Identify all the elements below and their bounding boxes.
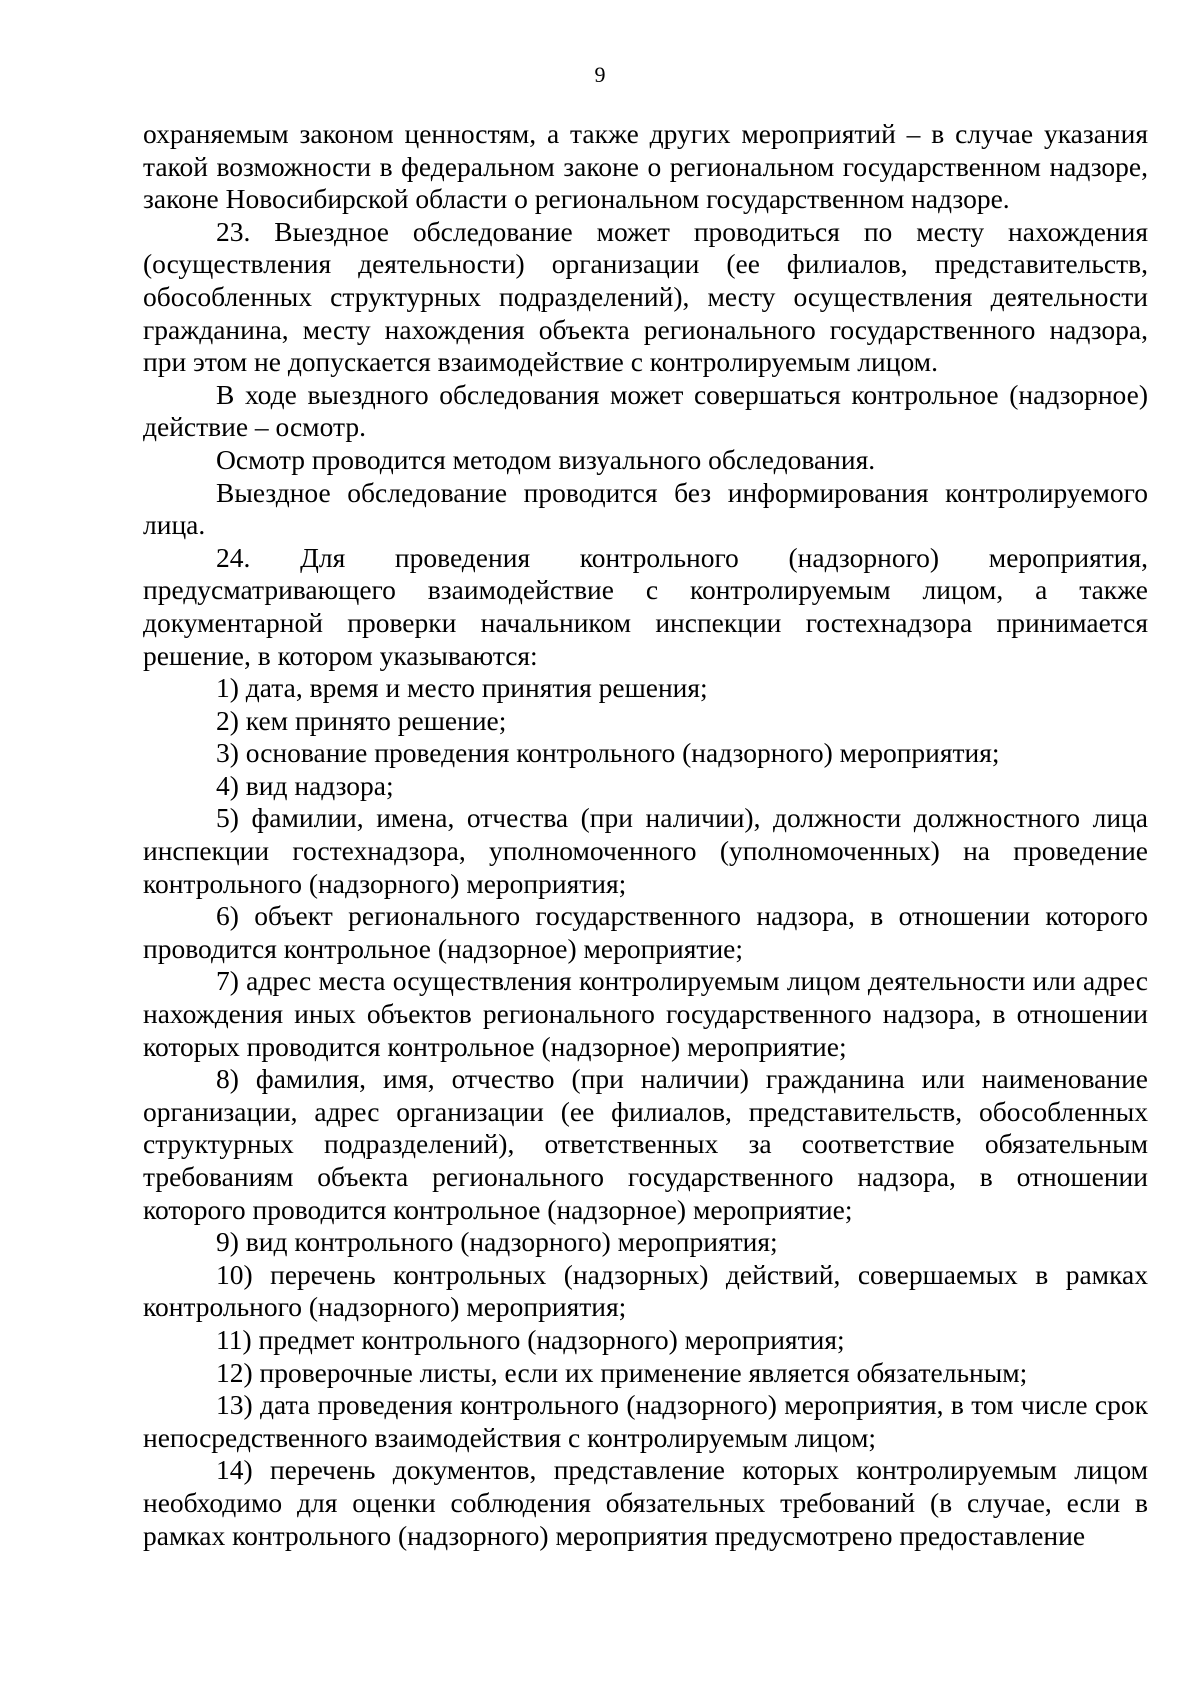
- paragraph: Выездное обследование проводится без информирования контролируемого лица.: [143, 476, 1148, 541]
- paragraph: 23. Выездное обследование может проводиться по месту нахождения (осуществления деятельности) организации (ее филиалов, представительств, обособленных структурных подразделений), месту осуществления деятельности гражданина, месту нахождения объекта регионального государственного надзора, при этом не допускается взаимодействие с контролируемым лицом.: [143, 215, 1148, 378]
- paragraph: В ходе выездного обследования может совершаться контрольное (надзорное) действие – осмотр.: [143, 378, 1148, 443]
- paragraph: охраняемым законом ценностям, а также других мероприятий – в случае указания такой возможности в федеральном законе о региональном государственном надзоре, законе Новосибирской области о региональном государственном надзоре.: [143, 118, 1148, 215]
- paragraph: 1) дата, время и место принятия решения;: [216, 672, 708, 704]
- paragraph: 24. Для проведения контрольного (надзорного) мероприятия, предусматривающего взаимодействие с контролируемым лицом, а также документарной проверки начальником инспекции гостехнадзора принимается решение, в котором указываются:: [143, 541, 1148, 671]
- paragraph: 5) фамилии, имена, отчества (при наличии), должности должностного лица инспекции гостехнадзора, уполномоченного (уполномоченных) на проведение контрольного (надзорного) мероприятия;: [143, 802, 1148, 899]
- paragraph: 14) перечень документов, представление которых контролируемым лицом необходимо для оценки соблюдения обязательных требований (в случае, если в рамках контрольного (надзорного) мероприятия предусмотрено предоставление: [143, 1454, 1148, 1551]
- paragraph: 13) дата проведения контрольного (надзорного) мероприятия, в том числе срок непосредственного взаимодействия с контролируемым лицом;: [143, 1389, 1148, 1453]
- paragraph: 9) вид контрольного (надзорного) мероприятия;: [216, 1226, 778, 1258]
- paragraph: 7) адрес места осуществления контролируемым лицом деятельности или адрес нахождения иных объектов регионального государственного надзора, в отношении которых проводится контрольное (надзорное) мероприятие;: [143, 965, 1148, 1062]
- paragraph: 8) фамилия, имя, отчество (при наличии) гражданина или наименование организации, адрес организации (ее филиалов, представительств, обособленных структурных подразделений), ответственных за соответствие обязательным требованиям объекта регионального государственного надзора, в отношении которого проводится контрольное (надзорное) мероприятие;: [143, 1063, 1148, 1225]
- paragraph: 3) основание проведения контрольного (надзорного) мероприятия;: [216, 737, 1000, 769]
- document-body: [143, 118, 1148, 1552]
- paragraph: 11) предмет контрольного (надзорного) мероприятия;: [216, 1323, 845, 1355]
- paragraph: 10) перечень контрольных (надзорных) действий, совершаемых в рамках контрольного (надзорного) мероприятия;: [143, 1258, 1148, 1323]
- paragraph: 4) вид надзора;: [216, 769, 394, 801]
- page-number: 9: [594, 62, 606, 87]
- paragraph: 2) кем принято решение;: [216, 704, 507, 736]
- paragraph: Осмотр проводится методом визуального обследования.: [216, 443, 876, 475]
- paragraph: 12) проверочные листы, если их применение является обязательным;: [216, 1356, 1028, 1388]
- paragraph: 6) объект регионального государственного надзора, в отношении которого проводится контрольное (надзорное) мероприятие;: [143, 900, 1148, 964]
